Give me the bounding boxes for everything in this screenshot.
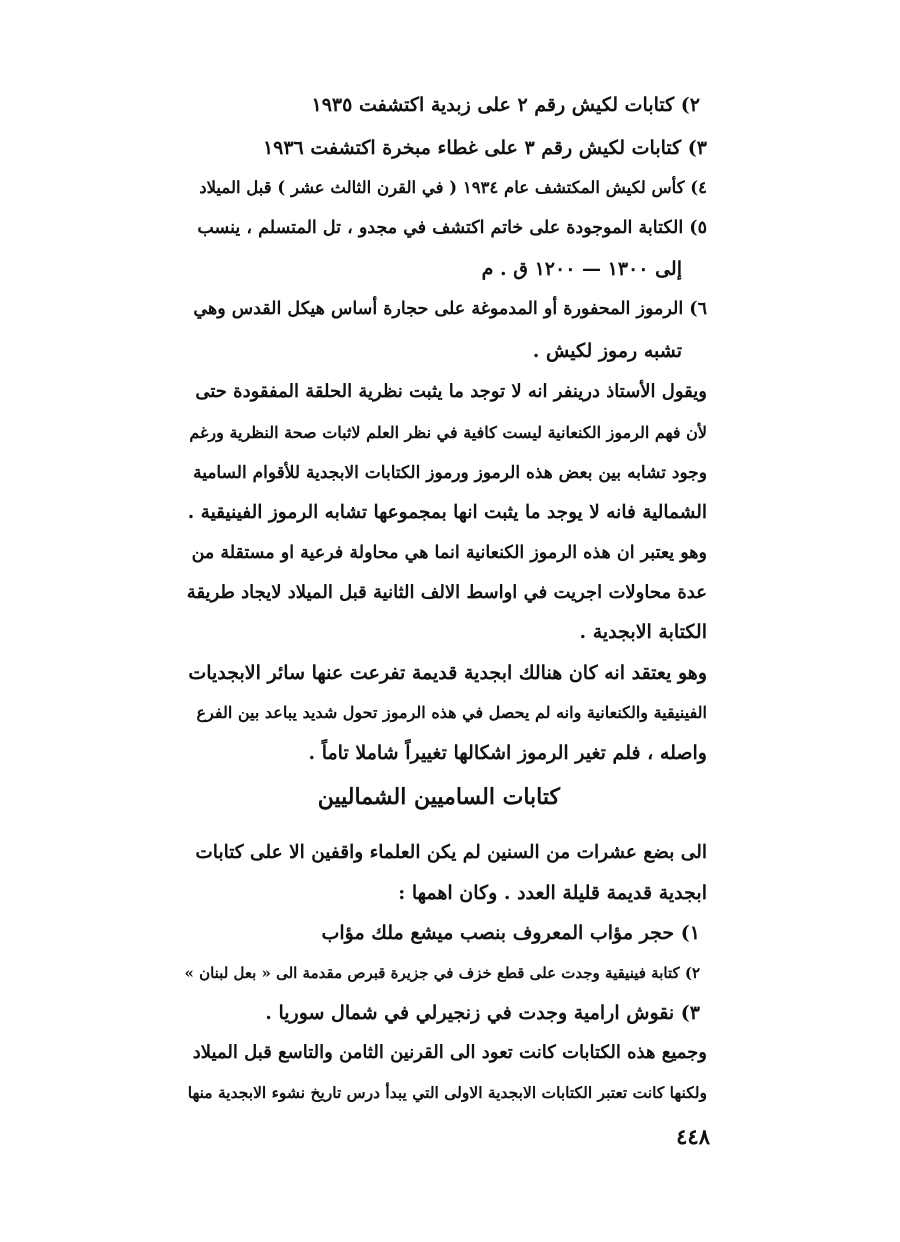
paragraph-line: لأن فهم الرموز الكنعانية ليست كافية في نظر العلم لاثبات صحة النظرية ورغم (189, 423, 707, 442)
paragraph-line: وهو يعتقد انه كان هنالك ابجدية قديمة تفرعت عنها سائر الابجديات (188, 662, 707, 684)
list-item: ٦) الرموز المحفورة أو المدموغة على حجارة أساس هيكل القدس وهي (193, 299, 707, 319)
list-item: ٣) نقوش ارامية وجدت في زنجيرلي في شمال سوريا . (265, 1002, 700, 1024)
list-item-continuation: تشبه رموز لكيش . (532, 340, 682, 362)
paragraph-line: واصله ، فلم تغير الرموز اشكالها تغييراً شاملا تاماً . (308, 742, 707, 764)
paragraph-line: الى بضع عشرات من السنين لم يكن العلماء واقفين الا على كتابات (195, 842, 707, 863)
list-item: ٢) كتابة فينيقية وجدت على قطع خزف في جزيرة قبرص مقدمة الى « بعل لبنان » (184, 964, 700, 982)
list-item-continuation: إلى ١٣٠٠ — ١٢٠٠ ق . م (481, 258, 682, 280)
paragraph-line: الكتابة الابجدية . (579, 621, 707, 643)
list-item: ١) حجر مؤاب المعروف بنصب ميشع ملك مؤاب (321, 922, 700, 944)
paragraph-line: ولكنها كانت تعتبر الكتابات الابجدية الاولى التي يبدأ درس تاريخ نشوء الابجدية منها (187, 1083, 707, 1102)
paragraph-line: الشمالية فانه لا يوجد ما يثبت انها بمجموعها تشابه الرموز الفينيقية . (187, 502, 707, 523)
paragraph-line: ابجدية قديمة قليلة العدد . وكان اهمها : (398, 882, 707, 904)
list-item: ٥) الكتابة الموجودة على خاتم اكتشف في مجدو ، تل المتسلم ، ينسب (197, 218, 707, 238)
list-item: ٢) كتابات لكيش رقم ٢ على زبدية اكتشفت ١٩٣٥ (311, 94, 700, 116)
paragraph-line: وجود تشابه بين بعض هذه الرموز ورموز الكتابات الابجدية للأقوام السامية (193, 463, 707, 483)
list-item: ٣) كتابات لكيش رقم ٣ على غطاء مبخرة اكتشفت ١٩٣٦ (262, 137, 707, 159)
paragraph-line: عدة محاولات اجريت في اواسط الالف الثانية قبل الميلاد لايجاد طريقة (186, 582, 707, 603)
list-item: ٤) كأس لكيش المكتشف عام ١٩٣٤ ( في القرن الثالث عشر ) قبل الميلاد (199, 178, 707, 197)
paragraph-line: الفينيقية والكنعانية وانه لم يحصل في هذه الرموز تحول شديد يباعد بين الفرع (196, 703, 707, 722)
page-number: ٤٤٨ (676, 1124, 710, 1149)
section-heading: كتابات الساميين الشماليين (317, 784, 560, 810)
paragraph-line: وهو يعتبر ان هذه الرموز الكنعانية انما هي محاولة فرعية او مستقلة من (191, 543, 707, 563)
paragraph-line: وجميع هذه الكتابات كانت تعود الى القرنين الثامن والتاسع قبل الميلاد (192, 1042, 707, 1063)
paragraph-line: ويقول الأستاذ درينفر انه لا توجد ما يثبت نظرية الحلقة المفقودة حتى (195, 381, 707, 402)
